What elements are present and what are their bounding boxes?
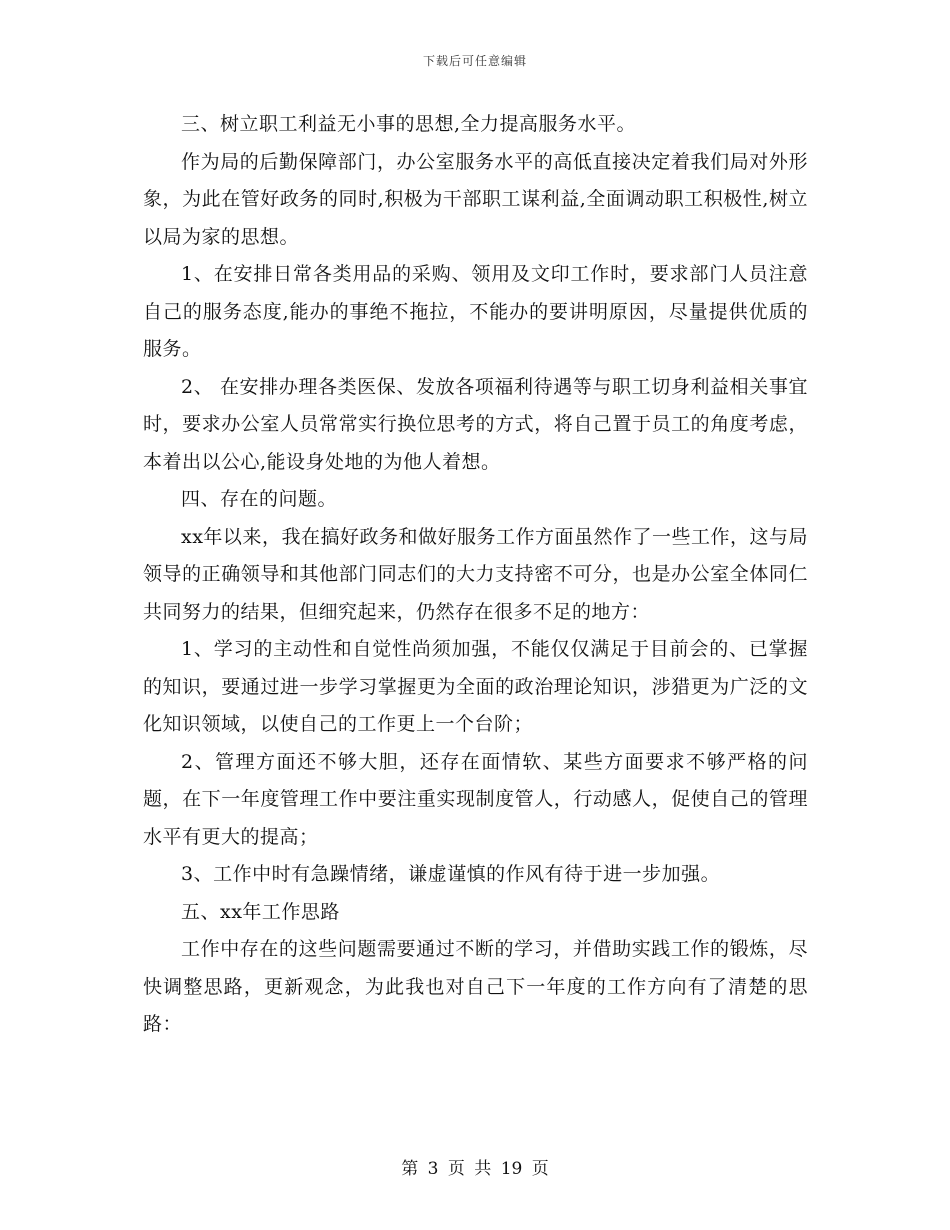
page-header: 下载后可任意编辑 bbox=[422, 54, 527, 68]
list-item: 1、学习的主动性和自觉性尚须加强，不能仅仅满足于目前会的、已掌握的知识，要通过进一步学习掌握更为全面的政治理论知识，涉猎更为广泛的文化知识领域，以使自己的工作更上一个台阶； bbox=[143, 638, 808, 735]
list-item: 2、管理方面还不够大胆，还存在面情软、某些方面要求不够严格的问题，在下一年度管理工作中要注重实现制度管人，行动感人，促使自己的管理水平有更大的提高； bbox=[143, 750, 808, 848]
paragraph: 作为局的后勤保障部门，办公室服务水平的高低直接决定着我们局对外形象，为此在管好政务的同时,积极为干部职工谋利益,全面调动职工积极性,树立以局为家的思想。 bbox=[143, 150, 808, 248]
page-number: 第 3 页 共 19 页 bbox=[401, 1159, 549, 1179]
paragraph: xx年以来，我在搞好政务和做好服务工作方面虽然作了一些工作，这与局领导的正确领导和其他部门同志们的大力支持密不可分，也是办公室全体同仁共同努力的结果，但细究起来，仍然存在很多不足的地方： bbox=[143, 525, 808, 623]
document-body bbox=[143, 106, 808, 1044]
list-item: 3、工作中时有急躁情绪，谦虚谨慎的作风有待于进一步加强。 bbox=[181, 863, 721, 885]
section-heading-3: 三、树立职工利益无小事的思想,全力提高服务水平。 bbox=[181, 113, 637, 135]
paragraph: 工作中存在的这些问题需要通过不断的学习，并借助实践工作的锻炼，尽快调整思路，更新观念，为此我也对自己下一年度的工作方向有了清楚的思路： bbox=[143, 938, 808, 1035]
section-heading-5: 五、xx年工作思路 bbox=[181, 900, 340, 923]
list-item: 1、在安排日常各类用品的采购、领用及文印工作时，要求部门人员注意自己的服务态度,能办的事绝不拖拉，不能办的要讲明原因，尽量提供优质的服务。 bbox=[143, 263, 808, 360]
list-item: 2、 在安排办理各类医保、发放各项福利待遇等与职工切身利益相关事宜时，要求办公室人员常常实行换位思考的方式，将自己置于员工的角度考虑，本着出以公心,能设身处地的为他人着想。 bbox=[143, 375, 808, 473]
section-heading-4: 四、存在的问题。 bbox=[181, 488, 338, 510]
